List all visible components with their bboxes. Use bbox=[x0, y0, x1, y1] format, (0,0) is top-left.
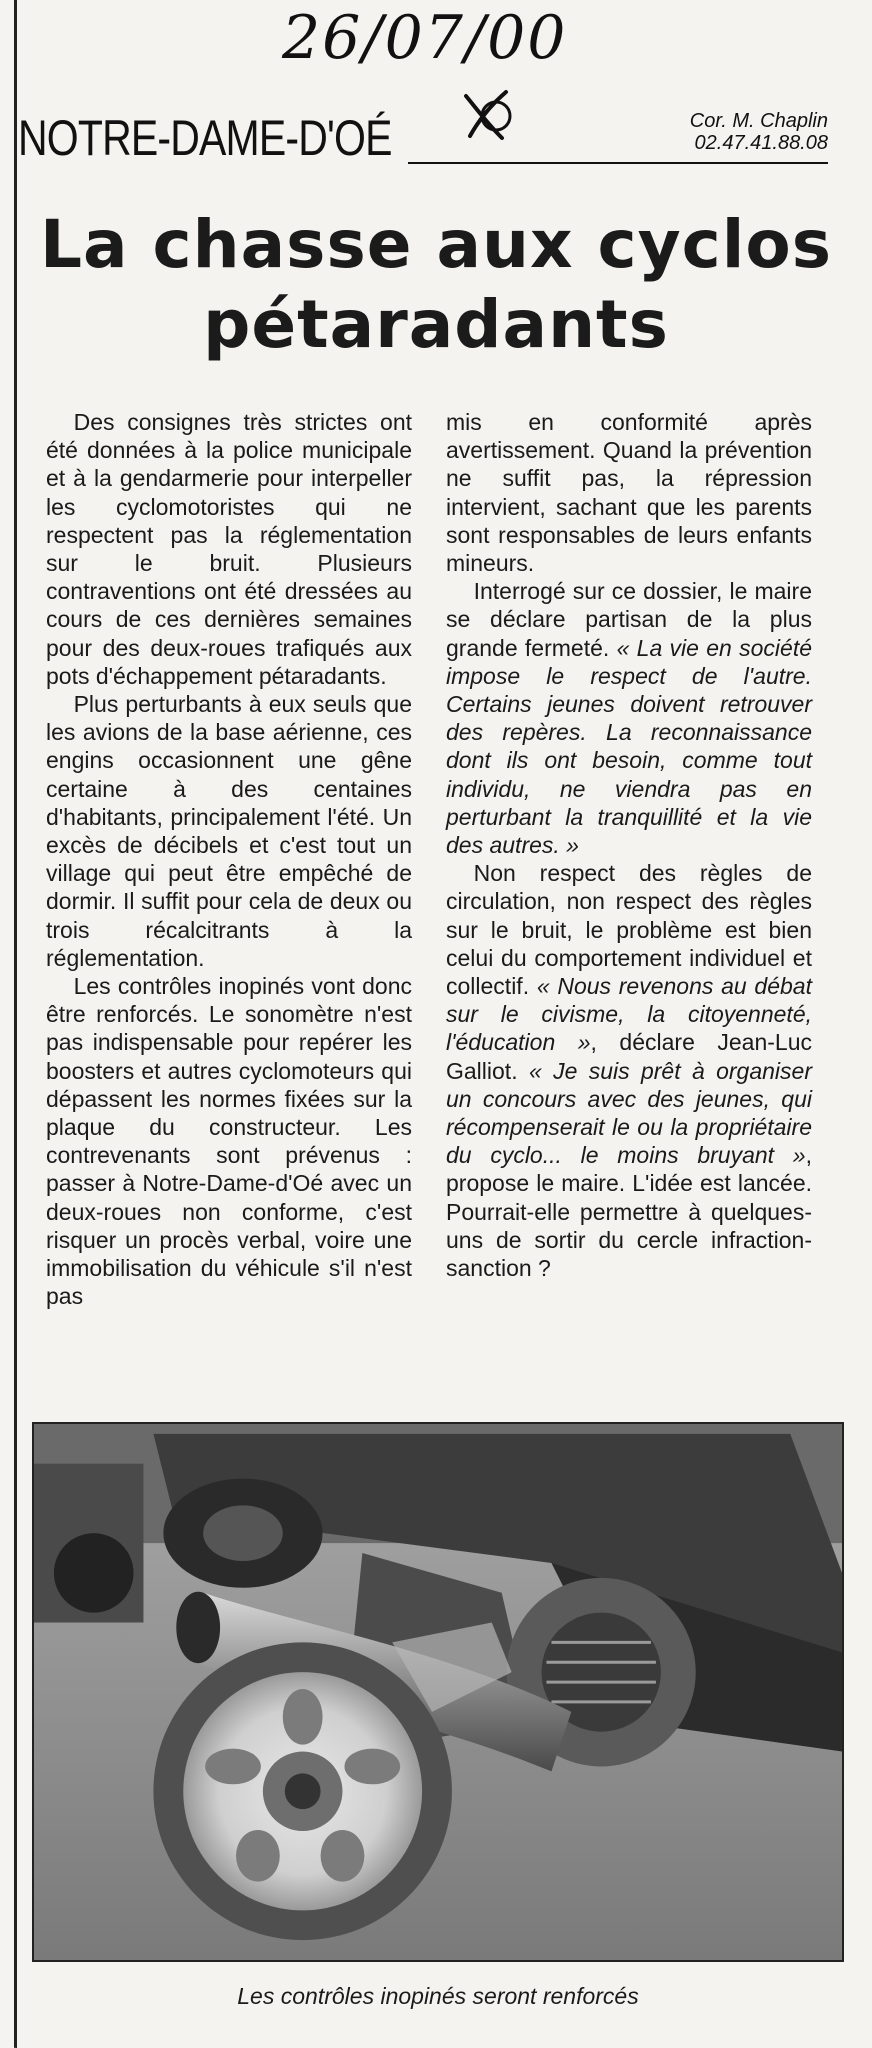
paragraph bbox=[446, 577, 812, 859]
header-rule bbox=[408, 162, 828, 164]
article-photo bbox=[32, 1422, 844, 1962]
article-headline bbox=[20, 205, 852, 365]
paragraph-text: , déclare Jean-Luc Galliot. bbox=[446, 1029, 812, 1084]
paragraph-text: Interrogé sur ce dossier, le maire se déclare partisan de la plus grande fermeté. bbox=[446, 578, 812, 661]
scooter-exhaust-photo bbox=[34, 1424, 842, 1960]
correspondent-phone: 02.47.41.88.08 bbox=[694, 132, 828, 154]
paragraph: Plus perturbants à eux seuls que les avions de la base aérienne, ces engins occasionnent une gêne certaine à des centaines d'habitants, principalement l'été. Un excès de décibels et c'est tout un village qui peut être empêché de dormir. Il suffit pour cela de deux ou trois récalcitrants à la réglementation. bbox=[46, 691, 412, 971]
mayor-quote: « La vie en société impose le respect de l'autre. Certains jeunes doivent retrouver des repères. La reconnaissance dont ils ont besoin, comme tout individu, ne viendra pas en perturbant la tranquillité et la vie des autres. » bbox=[446, 634, 812, 859]
paragraph: Des consignes très strictes ont été données à la police municipale et à la gendarmerie pour interpeller les cyclomotoristes qui ne respectent pas la réglementation sur le bruit. Plusieurs contraventions ont été dressées au cours de ces dernières semaines pour des deux-roues trafiqués aux pots d'échappement pétaradants. bbox=[46, 409, 412, 689]
scan-border bbox=[0, 0, 17, 2048]
paragraph bbox=[446, 859, 812, 1282]
paragraph: mis en conformité après avertissement. Quand la prévention ne suffit pas, la répression intervient, sachant que les parents sont responsables de leurs enfants mineurs. bbox=[446, 409, 812, 577]
correspondent-name: Cor. M. Chaplin bbox=[689, 110, 828, 132]
article-column-right bbox=[446, 408, 812, 1282]
handwritten-date: 26/07/00 bbox=[282, 3, 568, 73]
photo-caption: Les contrôles inopinés seront renforcés bbox=[237, 1983, 639, 2009]
civics-quote: « Nous revenons au débat sur le civisme, la citoyenneté, l'éducation » bbox=[446, 973, 812, 1056]
paragraph-text: Non respect des règles de circulation, non respect des règles sur le bruit, le problème est bien celui du comportement individuel et collectif. bbox=[446, 860, 812, 1000]
handwritten-x-mark bbox=[458, 86, 518, 144]
paragraph: Les contrôles inopinés vont donc être renforcés. Le sonomètre n'est pas indispensable pour repérer les boosters et autres cyclomoteurs qui dépassent les normes fixées sur la plaque du constructeur. Les contrevenants sont prévenus : passer à Notre-Dame-d'Oé avec un deux-roues non conforme, c'est risquer un procès verbal, voire une immobilisation du véhicule s'il n'est pas bbox=[46, 973, 412, 1310]
headline-line-1: La chasse aux cyclos bbox=[39, 206, 833, 283]
paragraph-text: , propose le maire. L'idée est lancée. Pourrait-elle permettre à quelques-uns de sortir du cercle infraction-sanction ? bbox=[446, 1142, 812, 1282]
place-heading: NOTRE-DAME-D'OÉ bbox=[18, 110, 392, 166]
contest-quote: « Je suis prêt à organiser un concours avec des jeunes, qui récompenserait le ou la propriétaire du cyclo... le moins bruyant » bbox=[446, 1057, 812, 1169]
article-column-left bbox=[46, 408, 412, 1311]
article-body bbox=[46, 408, 846, 1388]
correspondent-info bbox=[600, 110, 828, 154]
headline-line-2: pétaradants bbox=[203, 286, 669, 363]
